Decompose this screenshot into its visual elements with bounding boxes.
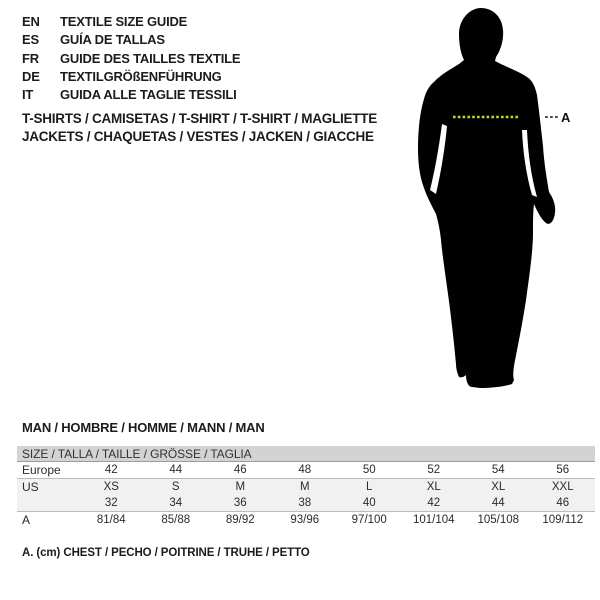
size-cell: 81/84 [96, 514, 126, 526]
size-table-row [17, 512, 595, 529]
size-row-label: Europe [17, 462, 79, 479]
size-cell: 38 [273, 495, 338, 512]
language-guide [22, 13, 240, 104]
size-table [17, 446, 595, 528]
size-table-header: SIZE / TALLA / TAILLE / GRÖSSE / TAGLIA [17, 446, 595, 462]
language-row [22, 86, 240, 104]
language-code: EN [22, 14, 40, 29]
size-cell: S [144, 479, 209, 496]
size-table-row [17, 479, 595, 496]
size-cell: 101/104 [412, 514, 455, 526]
size-row-label [17, 495, 79, 512]
size-cell: M [273, 479, 338, 496]
language-code: FR [22, 50, 39, 66]
man-silhouette-figure [400, 0, 600, 400]
size-cell: 48 [273, 462, 338, 479]
size-cell: XL [402, 479, 467, 496]
size-cell: 50 [337, 462, 402, 479]
size-row-label: US [17, 479, 79, 496]
size-cell: 36 [208, 495, 273, 512]
language-label: TEXTILE SIZE GUIDE [60, 14, 188, 29]
size-cell: 56 [531, 462, 596, 479]
size-cell: 44 [466, 495, 531, 512]
size-cell: 85/88 [161, 514, 191, 526]
language-row [22, 68, 240, 86]
size-cell: 34 [144, 495, 209, 512]
size-cell: 97/100 [351, 514, 387, 526]
measurement-footnote: A. (cm) CHEST / PECHO / POITRINE / TRUHE / PETTO [22, 547, 310, 559]
size-cell: XL [466, 479, 531, 496]
size-cell: 44 [144, 462, 209, 479]
language-label: GUÍA DE TALLAS [60, 32, 165, 48]
category-lines [22, 110, 377, 145]
size-cell: 42 [402, 495, 467, 512]
size-cell: 42 [79, 462, 144, 479]
language-label: GUIDE DES TAILLES TEXTILE [60, 50, 241, 66]
size-cell: 93/96 [290, 514, 320, 526]
language-code: DE [22, 68, 40, 84]
size-table-header-row [17, 446, 595, 462]
size-cell: 105/108 [477, 514, 520, 526]
size-cell: 46 [208, 462, 273, 479]
size-cell: 89/92 [225, 514, 255, 526]
size-cell: XXL [531, 479, 596, 496]
category-line-jackets: JACKETS / CHAQUETAS / VESTES / JACKEN / GIACCHE [22, 128, 374, 144]
size-cell: 46 [531, 495, 596, 512]
language-label: TEXTILGRÖßENFÜHRUNG [60, 68, 222, 84]
size-cell: 52 [402, 462, 467, 479]
size-cell: L [337, 479, 402, 496]
size-cell: 32 [79, 495, 144, 512]
man-silhouette [418, 8, 555, 388]
language-row [22, 13, 240, 31]
size-row-label: A [22, 513, 31, 527]
size-cell: 54 [466, 462, 531, 479]
category-line-tshirts: T-SHIRTS / CAMISETAS / T-SHIRT / T-SHIRT / MAGLIETTE [22, 111, 378, 126]
size-cell: 109/112 [542, 514, 584, 526]
language-code: ES [22, 32, 39, 48]
language-label: GUIDA ALLE TAGLIE TESSILI [60, 87, 237, 103]
language-row [22, 31, 240, 49]
measure-label-a: A [561, 110, 571, 125]
size-table-row [17, 462, 595, 479]
size-cell: XS [79, 479, 144, 496]
size-cell: M [208, 479, 273, 496]
section-title-man: MAN / HOMBRE / HOMME / MANN / MAN [22, 420, 265, 435]
language-row [22, 50, 240, 68]
size-cell: 40 [337, 495, 402, 512]
language-code: IT [22, 87, 34, 103]
size-table-row [17, 495, 595, 512]
